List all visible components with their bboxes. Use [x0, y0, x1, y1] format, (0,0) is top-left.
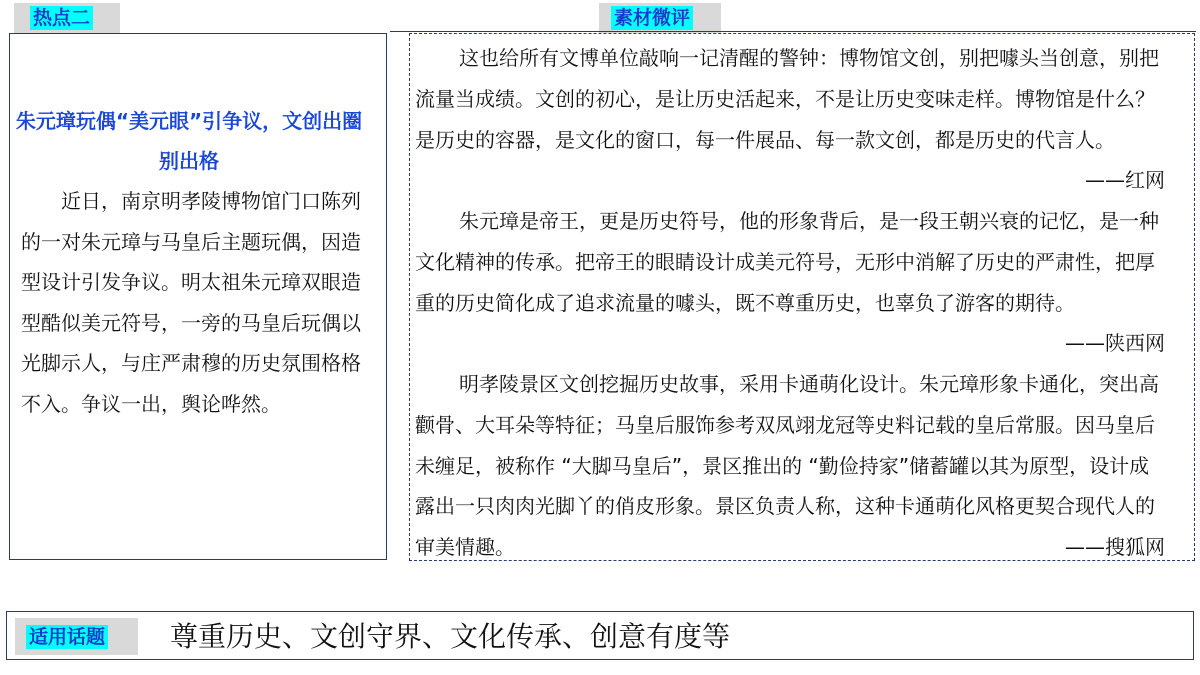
comment-paragraph: [415, 38, 1167, 201]
news-body: 近日，南京明孝陵博物馆门口陈列的一对朱元璋与马皇后主题玩偶，因造型设计引发争议。明太祖朱元璋双眼造型酷似美元符号，一旁的马皇后玩偶以光脚示人，与庄严肃穆的历史氛围格格不入。争议一出，舆论哗然。: [21, 189, 361, 416]
comment-text: 明孝陵景区文创挖掘历史故事，采用卡通萌化设计。朱元璋形象卡通化，突出高颧骨、大耳朵等特征；马皇后服饰参考双凤翊龙冠等史料记载的皇后常服。因马皇后未缠足，被称作 “大脚马皇后”，景区推出的 “勤俭持家”储蓄罐以其为原型，设计成露出一只肉肉光脚丫的俏皮形象。景区负责人称，这种卡通萌化风格更契合现代人的审美情趣。: [415, 372, 1159, 560]
topics-tag: [15, 618, 138, 655]
comment-paragraph: [415, 201, 1167, 364]
news-title: 朱元璋玩偶“美元眼”引争议，文创出圈别出格: [15, 109, 363, 173]
comment-text: 朱元璋是帝王，更是历史符号，他的形象背后，是一段王朝兴衰的记忆，是一种文化精神的传承。把帝王的眼睛设计成美元符号，无形中消解了历史的严肃性，把厚重的历史简化成了追求流量的噱头，既不尊重历史，也辜负了游客的期待。: [415, 209, 1159, 315]
material-review-tag: [599, 3, 721, 33]
comment-source: ——搜狐网: [1065, 535, 1165, 560]
comment-text: 这也给所有文博单位敲响一记清醒的警钟：博物馆文创，别把噱头当创意，别把流量当成绩。文创的初心，是让历史活起来，不是让历史变味走样。博物馆是什么？是历史的容器，是文化的窗口，每一件展品、每一款文创，都是历史的代言人。: [415, 46, 1159, 152]
comment-paragraph: [415, 364, 1167, 568]
hot-topic-tag-label: 热点二: [30, 6, 93, 30]
comment-source: ——红网: [1085, 168, 1165, 193]
material-review-tag-label: 素材微评: [611, 6, 693, 30]
comment-source: ——陕西网: [1065, 331, 1165, 356]
top-divider: [390, 31, 1196, 32]
topics-tag-label: 适用话题: [26, 625, 108, 649]
topics-text: 尊重历史、文创守界、文化传承、创意有度等: [170, 620, 731, 653]
hot-topic-tag: [14, 3, 120, 33]
